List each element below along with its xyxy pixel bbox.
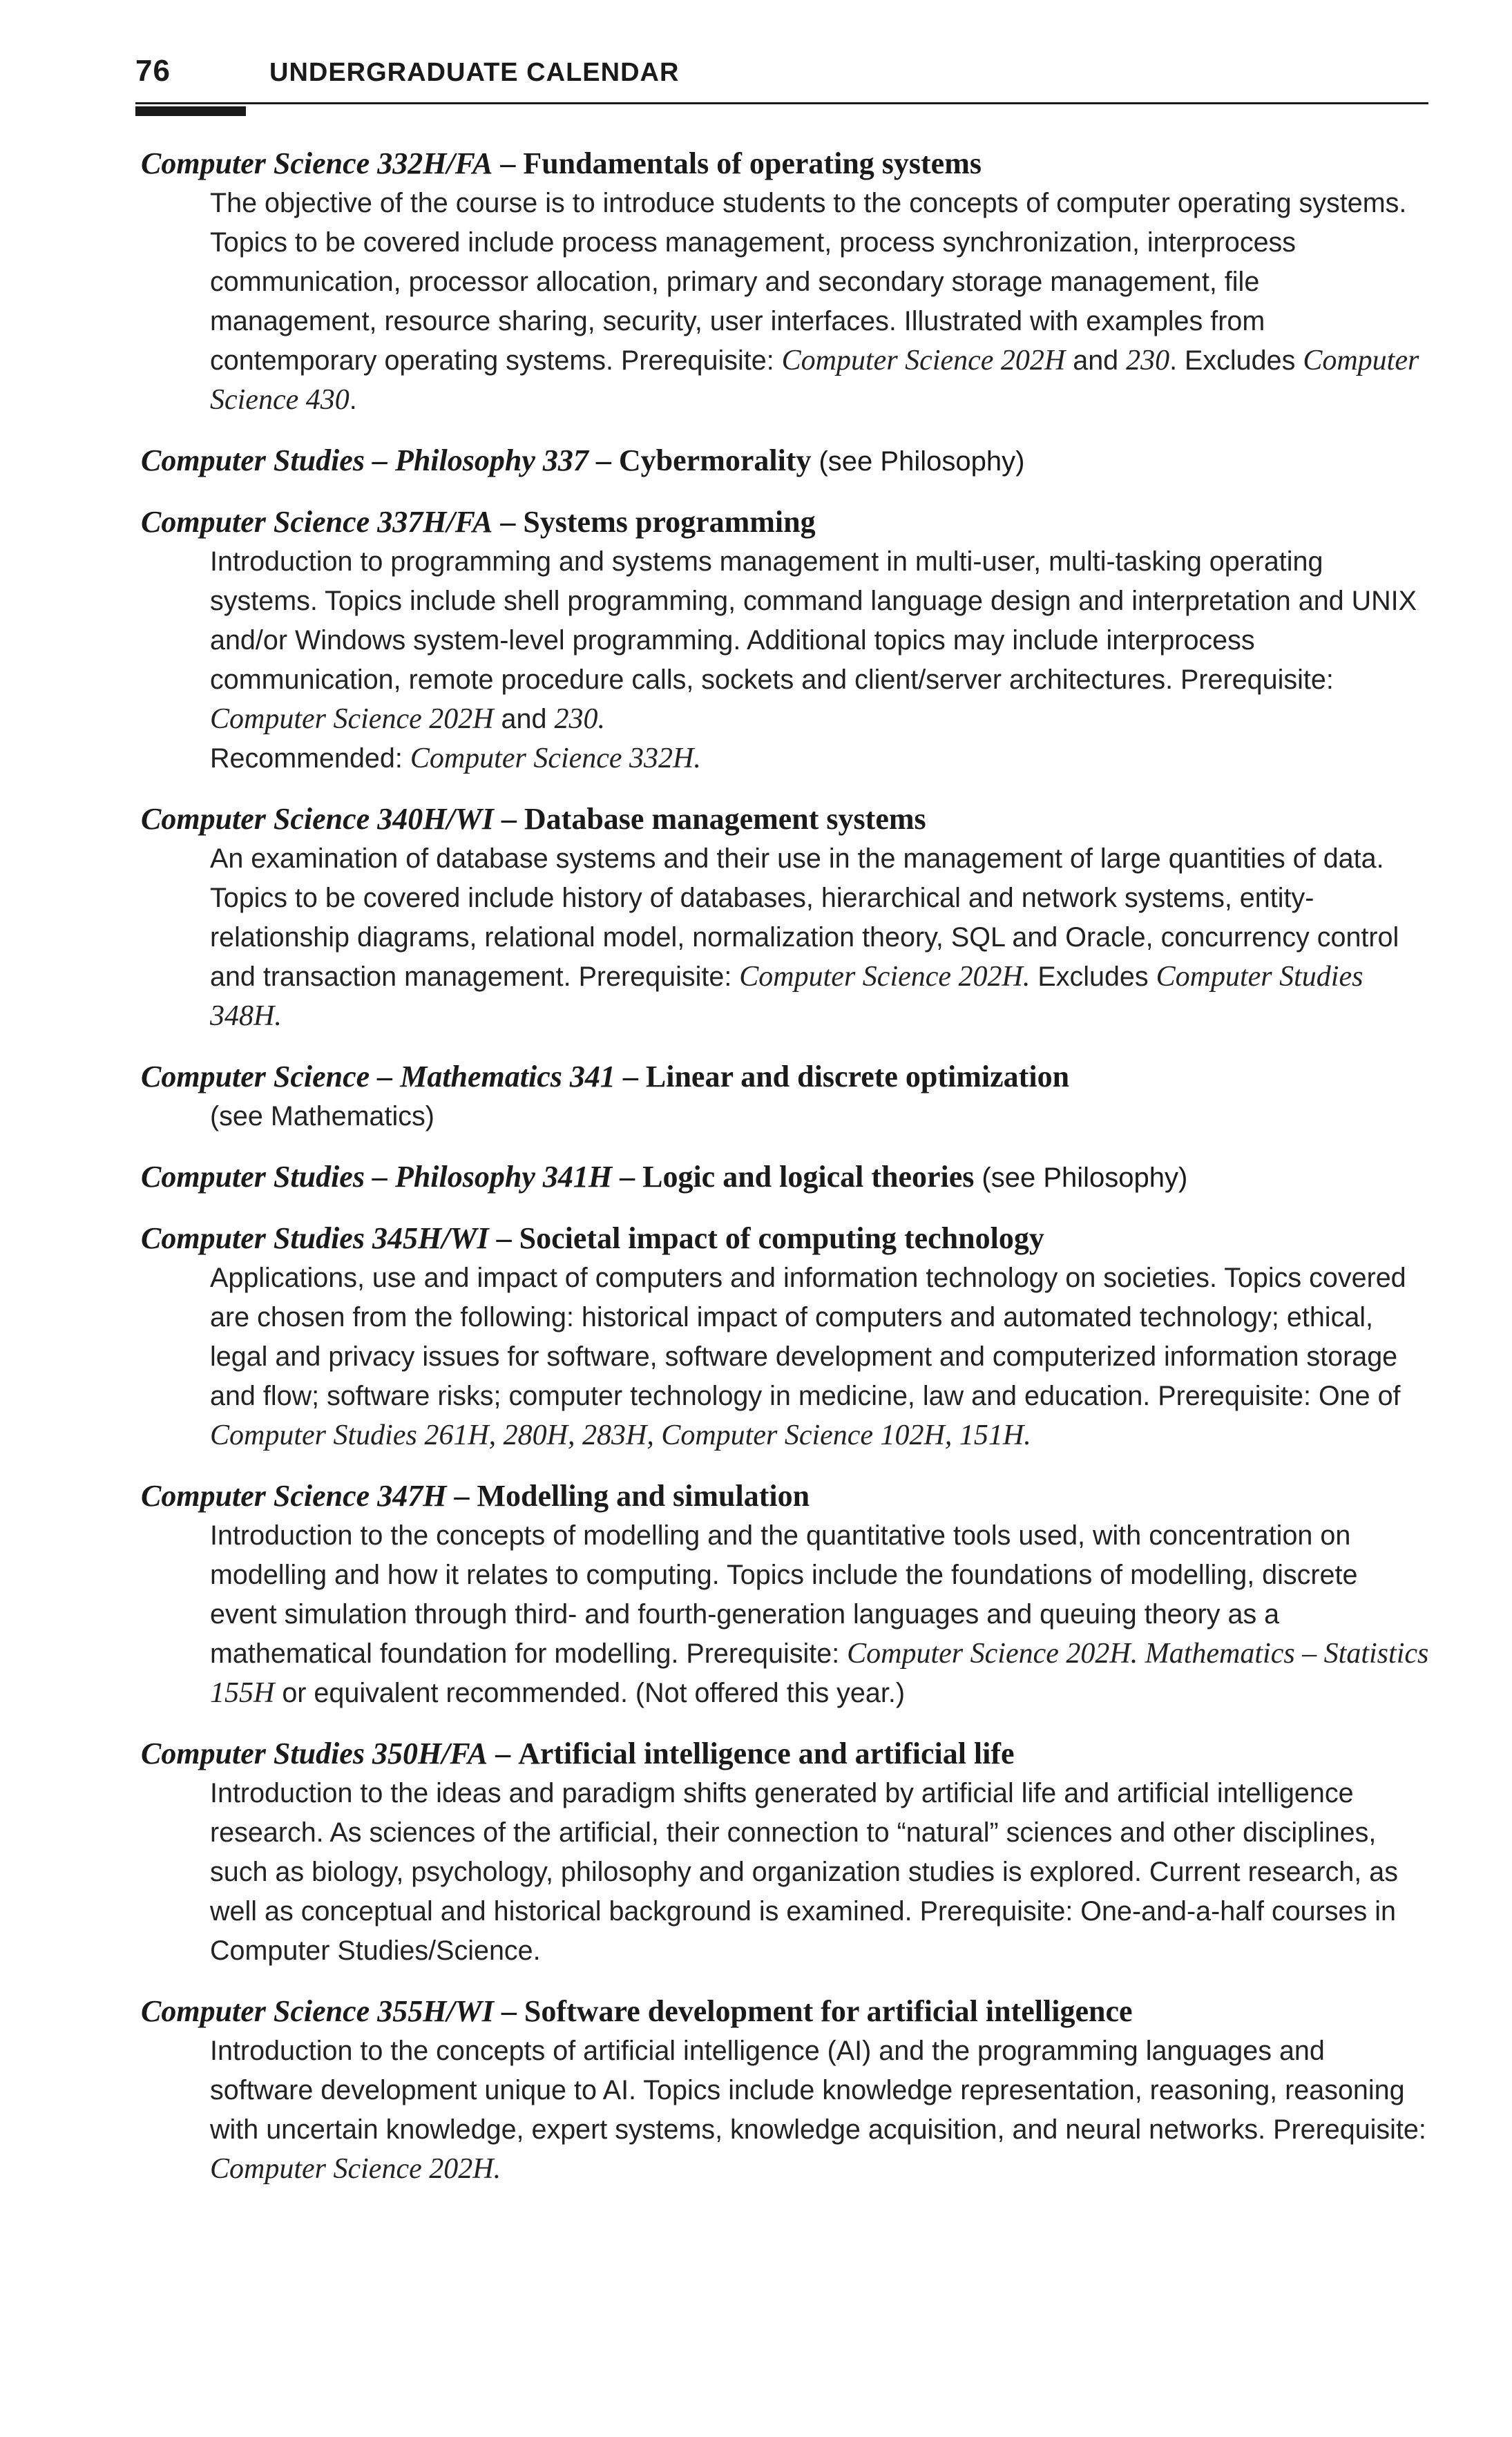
course-heading bbox=[141, 1476, 1430, 1516]
course-dash: – bbox=[495, 1737, 511, 1770]
course-description bbox=[210, 1259, 1430, 1455]
course-entry bbox=[141, 1734, 1430, 1971]
course-dash: – bbox=[622, 1060, 638, 1093]
page-number: 76 bbox=[135, 54, 171, 88]
course-entry bbox=[141, 1218, 1430, 1455]
course-title: Linear and discrete optimization bbox=[645, 1060, 1070, 1093]
desc-text: and bbox=[1065, 345, 1127, 376]
course-title: Software development for artificial intelligence bbox=[524, 1994, 1133, 2028]
course-code: Computer Studies 345H/WI bbox=[141, 1221, 489, 1255]
desc-course-ref: Computer Studies 261H, 280H, 283H, Computer Science 102H, 151H. bbox=[210, 1420, 1031, 1451]
course-heading bbox=[141, 1991, 1430, 2032]
course-listing bbox=[141, 144, 1430, 2210]
desc-text: Excludes bbox=[1030, 962, 1156, 992]
course-code: Computer Studies 350H/FA bbox=[141, 1737, 488, 1770]
desc-course-ref: Computer Science 332H. bbox=[410, 743, 701, 774]
course-description bbox=[210, 1097, 1430, 1136]
desc-course-ref: 230. bbox=[554, 703, 605, 735]
course-entry bbox=[141, 144, 1430, 420]
course-code: Computer Science 347H bbox=[141, 1479, 447, 1513]
course-description bbox=[210, 184, 1430, 420]
desc-course-ref: Computer Science 202H bbox=[210, 703, 494, 735]
course-dash: – bbox=[496, 1221, 512, 1255]
desc-text: . Excludes bbox=[1169, 345, 1303, 376]
course-code: Computer Science 337H/FA bbox=[141, 505, 493, 539]
desc-course-ref: Computer Science 202H. Mathematics – Statistics 155H bbox=[210, 1638, 1429, 1709]
desc-text: An examination of database systems and their use in the management of large quantities of data. Topics to be covered include history of databases, hierarchical and network systems, entity-relationship diagrams, relational model, normalization theory, SQL and Oracle, concurrency control and transaction management. Prerequisite: bbox=[210, 843, 1399, 992]
desc-text: Introduction to the concepts of modelling and the quantitative tools used, with concentration on modelling and how it relates to computing. Topics include the foundations of modelling, discrete event simulation through third- and fourth-generation languages and queuing theory as a mathematical foundation for modelling. Prerequisite: bbox=[210, 1520, 1358, 1669]
course-title: Cybermorality bbox=[618, 443, 812, 477]
desc-text: Recommended: bbox=[210, 743, 410, 774]
course-entry bbox=[141, 441, 1430, 481]
course-heading bbox=[141, 502, 1430, 542]
course-heading bbox=[141, 799, 1430, 839]
course-title: Societal impact of computing technology bbox=[519, 1221, 1044, 1255]
header-rule bbox=[135, 102, 1428, 104]
course-code: Computer Science 340H/WI bbox=[141, 802, 494, 836]
course-heading bbox=[141, 1734, 1430, 1774]
course-entry bbox=[141, 1057, 1430, 1136]
course-code: Computer Studies – Philosophy 337 bbox=[141, 443, 588, 477]
desc-text: or equivalent recommended. (Not offered this year.) bbox=[274, 1678, 905, 1708]
course-dash: – bbox=[501, 802, 517, 836]
running-head: UNDERGRADUATE CALENDAR bbox=[269, 58, 680, 87]
course-code: Computer Science – Mathematics 341 bbox=[141, 1060, 615, 1093]
course-heading bbox=[141, 1218, 1430, 1259]
course-heading bbox=[141, 1057, 1430, 1097]
see-reference: (see Philosophy) bbox=[982, 1163, 1188, 1193]
course-entry bbox=[141, 1476, 1430, 1713]
desc-text: Introduction to programming and systems management in multi-user, multi-tasking operating systems. Topics include shell programming, command language design and interpretation and UNIX and/or Windows system-level programming. Additional topics may include interprocess communication, remote procedure calls, sockets and client/server architectures. Prerequisite: bbox=[210, 546, 1417, 695]
course-description bbox=[210, 839, 1430, 1036]
course-heading bbox=[141, 441, 1430, 481]
course-code: Computer Science 355H/WI bbox=[141, 1994, 494, 2028]
course-code: Computer Studies – Philosophy 341H bbox=[141, 1160, 613, 1194]
course-dash: – bbox=[454, 1479, 470, 1513]
course-description bbox=[210, 542, 1430, 778]
desc-course-ref: 230 bbox=[1126, 345, 1170, 376]
desc-course-ref: Computer Science 202H. bbox=[739, 961, 1031, 993]
course-description bbox=[210, 1774, 1430, 1971]
course-code: Computer Science 332H/FA bbox=[141, 146, 493, 180]
course-entry bbox=[141, 502, 1430, 778]
desc-text: Introduction to the ideas and paradigm shifts generated by artificial life and artificial intelligence research. As sciences of the artificial, their connection to “natural” sciences and other disciplines, such as biology, psychology, philosophy and organization studies is explored. Current research, as well as conceptual and historical background is examined. Prerequisite: One-and-a-half courses in Computer Studies/Science. bbox=[210, 1778, 1398, 1966]
desc-course-ref: Computer Science 430 bbox=[210, 345, 1419, 416]
desc-course-ref: Computer Studies 348H. bbox=[210, 961, 1363, 1032]
desc-text: Introduction to the concepts of artificial intelligence (AI) and the programming languages and software development unique to AI. Topics include knowledge representation, reasoning, reasoning with uncertain knowledge, expert systems, knowledge acquisition, and neural networks. Prerequisite: bbox=[210, 2036, 1426, 2145]
course-title: Database management systems bbox=[524, 802, 926, 836]
course-title: Modelling and simulation bbox=[477, 1479, 810, 1513]
course-entry bbox=[141, 799, 1430, 1036]
course-title: Logic and logical theories bbox=[642, 1160, 975, 1194]
desc-text: The objective of the course is to introduce students to the concepts of computer operating systems. Topics to be covered include process management, process synchronization, interprocess communication, processor allocation, primary and secondary storage management, file management, resource sharing, security, user interfaces. Illustrated with examples from contemporary operating systems. Prerequisite: bbox=[210, 188, 1407, 376]
course-dash: – bbox=[595, 443, 611, 477]
course-description bbox=[210, 1516, 1430, 1713]
course-dash: – bbox=[500, 146, 516, 180]
course-dash: – bbox=[501, 1994, 517, 2028]
see-reference: (see Philosophy) bbox=[819, 446, 1025, 477]
course-dash: – bbox=[500, 505, 516, 539]
course-title: Systems programming bbox=[523, 505, 816, 539]
course-heading bbox=[141, 144, 1430, 184]
desc-text: Applications, use and impact of computers and information technology on societies. Topics covered are chosen from the following: historical impact of computers and automated technology; ethical, legal and privacy issues for software, software development and computerized information storage and flow; software risks; computer technology in medicine, law and education. Prerequisite: One of bbox=[210, 1263, 1406, 1411]
desc-course-ref: Computer Science 202H bbox=[781, 345, 1066, 376]
course-title: Artificial intelligence and artificial life bbox=[518, 1737, 1015, 1770]
course-entry bbox=[141, 1157, 1430, 1198]
course-title: Fundamentals of operating systems bbox=[523, 146, 982, 180]
course-dash: – bbox=[620, 1160, 635, 1194]
page-header bbox=[135, 48, 1428, 111]
course-entry bbox=[141, 1991, 1430, 2189]
see-reference: (see Mathematics) bbox=[210, 1101, 434, 1131]
course-description bbox=[210, 2032, 1430, 2189]
header-rule-accent bbox=[135, 106, 246, 116]
desc-text: . bbox=[349, 385, 357, 415]
desc-text: and bbox=[493, 704, 555, 734]
desc-course-ref: Computer Science 202H. bbox=[210, 2153, 501, 2185]
course-heading bbox=[141, 1157, 1430, 1198]
